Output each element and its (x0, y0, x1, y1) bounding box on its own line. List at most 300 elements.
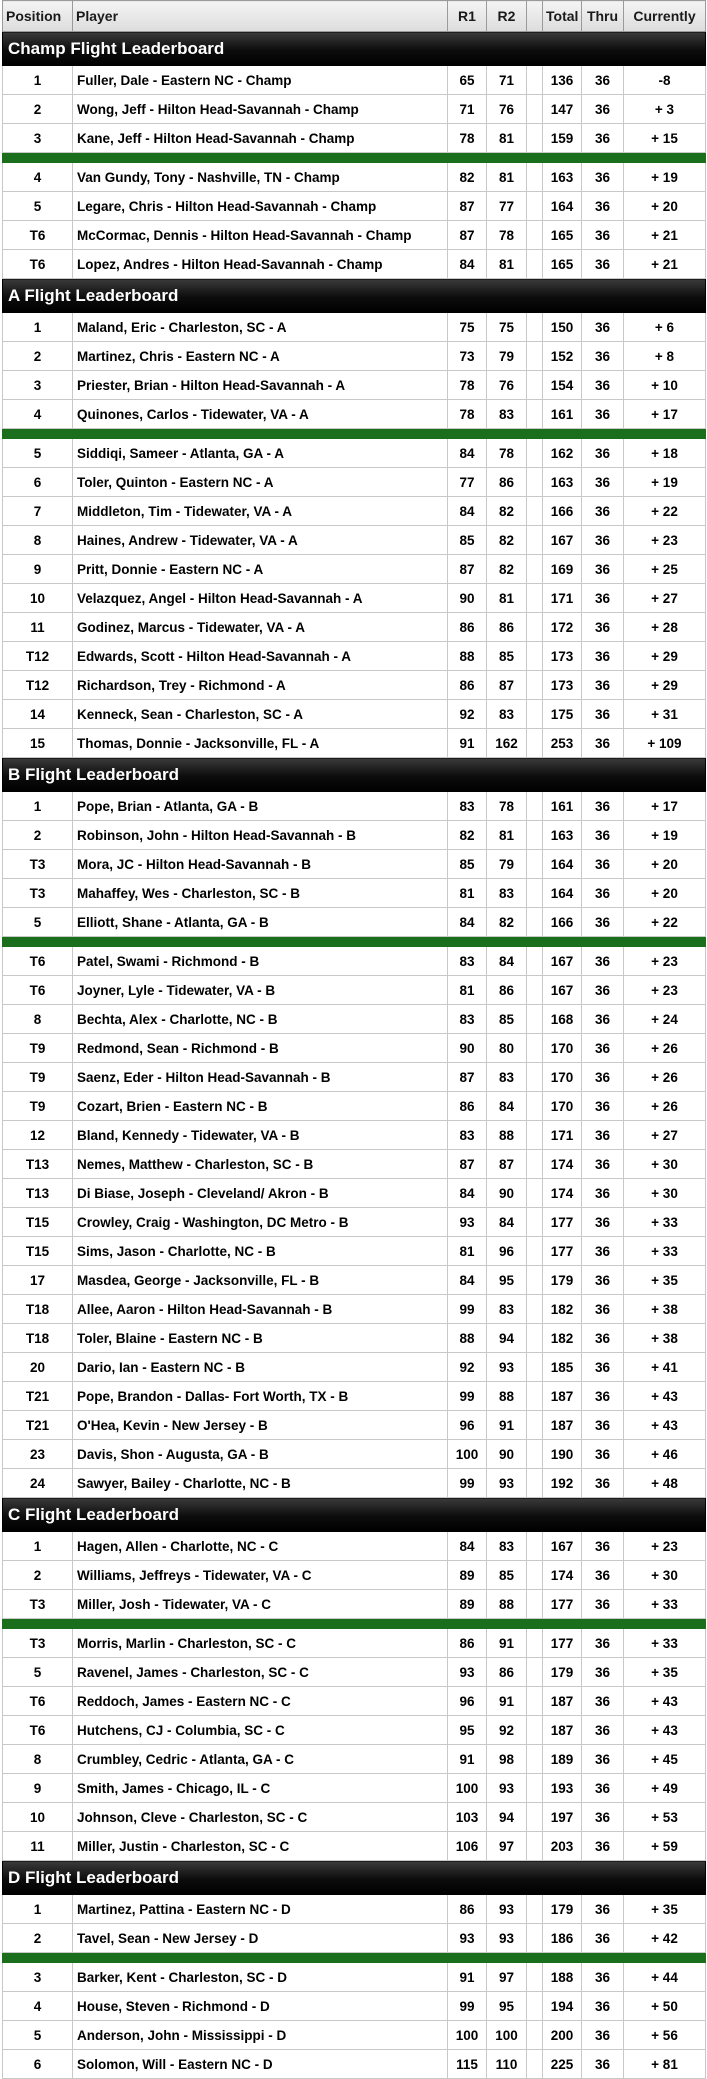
position-cell: 2 (3, 821, 73, 850)
total-cell: 193 (543, 1774, 582, 1803)
currently-cell: + 42 (624, 1924, 706, 1953)
currently-cell: + 27 (624, 1121, 706, 1150)
currently-cell: + 81 (624, 2050, 706, 2079)
blank-cell (527, 976, 543, 1005)
blank-cell (527, 850, 543, 879)
table-row (3, 313, 706, 342)
r1-cell: 83 (448, 947, 487, 976)
player-cell[interactable]: Ravenel, James - Charleston, SC - C (73, 1658, 448, 1687)
blank-cell (527, 1629, 543, 1658)
thru-cell: 36 (582, 642, 624, 671)
r1-cell: 90 (448, 584, 487, 613)
position-cell: T6 (3, 221, 73, 250)
total-cell: 197 (543, 1803, 582, 1832)
player-cell[interactable]: Crowley, Craig - Washington, DC Metro - B (73, 1208, 448, 1237)
r2-cell: 94 (487, 1324, 527, 1353)
table-row (3, 192, 706, 221)
thru-cell: 36 (582, 1092, 624, 1121)
r2-cell: 84 (487, 947, 527, 976)
r2-cell: 91 (487, 1687, 527, 1716)
r1-cell: 77 (448, 468, 487, 497)
position-cell: T9 (3, 1063, 73, 1092)
r2-cell: 85 (487, 642, 527, 671)
player-cell[interactable]: Crumbley, Cedric - Atlanta, GA - C (73, 1745, 448, 1774)
total-cell: 154 (543, 371, 582, 400)
thru-cell: 36 (582, 1237, 624, 1266)
player-cell[interactable]: Solomon, Will - Eastern NC - D (73, 2050, 448, 2079)
player-cell[interactable]: Martinez, Chris - Eastern NC - A (73, 342, 448, 371)
player-cell[interactable]: Velazquez, Angel - Hilton Head-Savannah - A (73, 584, 448, 613)
player-cell[interactable]: Priester, Brian - Hilton Head-Savannah - A (73, 371, 448, 400)
position-cell: 23 (3, 1440, 73, 1469)
r1-cell: 78 (448, 124, 487, 153)
currently-cell: + 45 (624, 1745, 706, 1774)
total-cell: 187 (543, 1411, 582, 1440)
thru-cell: 36 (582, 342, 624, 371)
currently-cell: + 30 (624, 1179, 706, 1208)
currently-cell: + 50 (624, 1992, 706, 2021)
total-cell: 203 (543, 1832, 582, 1861)
currently-cell: + 26 (624, 1063, 706, 1092)
thru-cell: 36 (582, 947, 624, 976)
total-cell: 147 (543, 95, 582, 124)
currently-cell: + 48 (624, 1469, 706, 1498)
blank-cell (527, 1121, 543, 1150)
r1-cell: 82 (448, 163, 487, 192)
total-cell: 172 (543, 613, 582, 642)
player-cell[interactable]: Tavel, Sean - New Jersey - D (73, 1924, 448, 1953)
player-cell[interactable]: Cozart, Brien - Eastern NC - B (73, 1092, 448, 1121)
thru-cell: 36 (582, 497, 624, 526)
r1-cell: 85 (448, 526, 487, 555)
thru-cell: 36 (582, 1716, 624, 1745)
position-cell: 3 (3, 1963, 73, 1992)
r2-cell: 87 (487, 671, 527, 700)
blank-cell (527, 1687, 543, 1716)
player-cell[interactable]: Mora, JC - Hilton Head-Savannah - B (73, 850, 448, 879)
position-cell: T15 (3, 1208, 73, 1237)
r2-cell: 82 (487, 908, 527, 937)
thru-cell: 36 (582, 1005, 624, 1034)
r2-cell: 86 (487, 1658, 527, 1687)
table-row (3, 66, 706, 95)
table-row (3, 1237, 706, 1266)
currently-header[interactable]: Currently (624, 1, 706, 32)
total-cell: 174 (543, 1179, 582, 1208)
r2-cell: 100 (487, 2021, 527, 2050)
blank-cell (527, 1895, 543, 1924)
table-row (3, 1895, 706, 1924)
player-cell[interactable]: Robinson, John - Hilton Head-Savannah - B (73, 821, 448, 850)
blank-cell (527, 221, 543, 250)
position-cell: 5 (3, 1658, 73, 1687)
total-cell: 185 (543, 1353, 582, 1382)
player-cell[interactable]: Toler, Quinton - Eastern NC - A (73, 468, 448, 497)
player-cell[interactable]: Sims, Jason - Charlotte, NC - B (73, 1237, 448, 1266)
currently-cell: + 43 (624, 1687, 706, 1716)
player-cell[interactable]: Reddoch, James - Eastern NC - C (73, 1687, 448, 1716)
currently-cell: + 35 (624, 1658, 706, 1687)
r2-cell: 88 (487, 1382, 527, 1411)
position-cell: 9 (3, 1774, 73, 1803)
currently-cell: + 20 (624, 850, 706, 879)
blank-cell (527, 1034, 543, 1063)
r2-cell: 81 (487, 163, 527, 192)
position-cell: T6 (3, 250, 73, 279)
blank-cell (527, 371, 543, 400)
r1-cell: 87 (448, 192, 487, 221)
table-row (3, 1745, 706, 1774)
position-cell: T21 (3, 1382, 73, 1411)
blank-header (527, 1, 543, 32)
flight-title: D Flight Leaderboard (3, 1861, 706, 1895)
thru-cell: 36 (582, 526, 624, 555)
player-cell[interactable]: Pope, Brandon - Dallas- Fort Worth, TX - B (73, 1382, 448, 1411)
flight-header-row (3, 1498, 706, 1532)
r2-cell: 93 (487, 1924, 527, 1953)
thru-cell: 36 (582, 879, 624, 908)
player-cell[interactable]: Sawyer, Bailey - Charlotte, NC - B (73, 1469, 448, 1498)
position-cell: 11 (3, 1832, 73, 1861)
player-cell[interactable]: Allee, Aaron - Hilton Head-Savannah - B (73, 1295, 448, 1324)
currently-cell: + 23 (624, 526, 706, 555)
r1-cell: 91 (448, 1745, 487, 1774)
r2-cell: 90 (487, 1440, 527, 1469)
player-cell[interactable]: Siddiqi, Sameer - Atlanta, GA - A (73, 439, 448, 468)
r1-cell: 86 (448, 613, 487, 642)
player-cell[interactable]: Quinones, Carlos - Tidewater, VA - A (73, 400, 448, 429)
position-cell: T6 (3, 1687, 73, 1716)
blank-cell (527, 1179, 543, 1208)
player-cell[interactable]: Martinez, Pattina - Eastern NC - D (73, 1895, 448, 1924)
r1-cell: 89 (448, 1590, 487, 1619)
blank-cell (527, 497, 543, 526)
table-row (3, 1411, 706, 1440)
position-cell: 10 (3, 584, 73, 613)
position-cell: 5 (3, 2021, 73, 2050)
thru-header[interactable]: Thru (582, 1, 624, 32)
r1-cell: 84 (448, 250, 487, 279)
table-row (3, 1266, 706, 1295)
position-cell: 4 (3, 400, 73, 429)
player-cell[interactable]: Pritt, Donnie - Eastern NC - A (73, 555, 448, 584)
table-row (3, 729, 706, 758)
thru-cell: 36 (582, 1063, 624, 1092)
player-cell[interactable]: Hagen, Allen - Charlotte, NC - C (73, 1532, 448, 1561)
table-row (3, 468, 706, 497)
player-cell[interactable]: Bland, Kennedy - Tidewater, VA - B (73, 1121, 448, 1150)
blank-cell (527, 1716, 543, 1745)
table-row (3, 1353, 706, 1382)
player-cell[interactable]: Hutchens, CJ - Columbia, SC - C (73, 1716, 448, 1745)
blank-cell (527, 1532, 543, 1561)
player-cell[interactable]: Thomas, Donnie - Jacksonville, FL - A (73, 729, 448, 758)
total-cell: 165 (543, 250, 582, 279)
table-row (3, 671, 706, 700)
thru-cell: 36 (582, 729, 624, 758)
total-cell: 161 (543, 400, 582, 429)
r1-cell: 93 (448, 1658, 487, 1687)
player-cell[interactable]: O'Hea, Kevin - New Jersey - B (73, 1411, 448, 1440)
player-cell[interactable]: Barker, Kent - Charleston, SC - D (73, 1963, 448, 1992)
player-cell[interactable]: McCormac, Dennis - Hilton Head-Savannah - Champ (73, 221, 448, 250)
total-cell: 179 (543, 1658, 582, 1687)
r1-cell: 99 (448, 1295, 487, 1324)
flight-title: B Flight Leaderboard (3, 758, 706, 792)
player-cell[interactable]: Kane, Jeff - Hilton Head-Savannah - Champ (73, 124, 448, 153)
blank-cell (527, 439, 543, 468)
position-cell: 20 (3, 1353, 73, 1382)
blank-cell (527, 642, 543, 671)
currently-cell: + 29 (624, 642, 706, 671)
player-cell[interactable]: Smith, James - Chicago, IL - C (73, 1774, 448, 1803)
thru-cell: 36 (582, 1150, 624, 1179)
player-cell[interactable]: Masdea, George - Jacksonville, FL - B (73, 1266, 448, 1295)
cut-line-divider (3, 153, 706, 163)
currently-cell: + 56 (624, 2021, 706, 2050)
blank-cell (527, 555, 543, 584)
total-header[interactable]: Total (543, 1, 582, 32)
position-cell: 5 (3, 908, 73, 937)
player-cell[interactable]: Dario, Ian - Eastern NC - B (73, 1353, 448, 1382)
player-cell[interactable]: Richardson, Trey - Richmond - A (73, 671, 448, 700)
player-cell[interactable]: Bechta, Alex - Charlotte, NC - B (73, 1005, 448, 1034)
r1-cell: 100 (448, 1440, 487, 1469)
r2-cell: 96 (487, 1237, 527, 1266)
player-cell[interactable]: House, Steven - Richmond - D (73, 1992, 448, 2021)
table-row (3, 1208, 706, 1237)
table-row (3, 2021, 706, 2050)
total-cell: 168 (543, 1005, 582, 1034)
position-cell: 2 (3, 95, 73, 124)
blank-cell (527, 250, 543, 279)
blank-cell (527, 1411, 543, 1440)
currently-cell: + 109 (624, 729, 706, 758)
r1-cell: 75 (448, 313, 487, 342)
r1-cell: 81 (448, 976, 487, 1005)
thru-cell: 36 (582, 821, 624, 850)
total-cell: 161 (543, 792, 582, 821)
player-cell[interactable]: Pope, Brian - Atlanta, GA - B (73, 792, 448, 821)
r1-cell: 81 (448, 1237, 487, 1266)
currently-cell: + 8 (624, 342, 706, 371)
flight-title: Champ Flight Leaderboard (3, 32, 706, 66)
total-cell: 170 (543, 1092, 582, 1121)
blank-cell (527, 792, 543, 821)
blank-cell (527, 613, 543, 642)
r2-cell: 79 (487, 850, 527, 879)
thru-cell: 36 (582, 1832, 624, 1861)
table-row (3, 1005, 706, 1034)
player-cell[interactable]: Van Gundy, Tony - Nashville, TN - Champ (73, 163, 448, 192)
position-cell: T18 (3, 1324, 73, 1353)
thru-cell: 36 (582, 1295, 624, 1324)
thru-cell: 36 (582, 908, 624, 937)
currently-cell: + 21 (624, 250, 706, 279)
player-cell[interactable]: Kenneck, Sean - Charleston, SC - A (73, 700, 448, 729)
r1-header[interactable]: R1 (448, 1, 487, 32)
total-cell: 187 (543, 1716, 582, 1745)
currently-cell: + 33 (624, 1237, 706, 1266)
player-cell[interactable]: Middleton, Tim - Tidewater, VA - A (73, 497, 448, 526)
player-cell[interactable]: Wong, Jeff - Hilton Head-Savannah - Champ (73, 95, 448, 124)
r1-cell: 103 (448, 1803, 487, 1832)
r1-cell: 99 (448, 1992, 487, 2021)
table-row (3, 342, 706, 371)
blank-cell (527, 313, 543, 342)
player-cell[interactable]: Lopez, Andres - Hilton Head-Savannah - Champ (73, 250, 448, 279)
player-cell[interactable]: Joyner, Lyle - Tidewater, VA - B (73, 976, 448, 1005)
player-cell[interactable]: Miller, Josh - Tidewater, VA - C (73, 1590, 448, 1619)
r1-cell: 78 (448, 400, 487, 429)
blank-cell (527, 1266, 543, 1295)
r1-cell: 89 (448, 1561, 487, 1590)
table-row (3, 400, 706, 429)
player-cell[interactable]: Di Biase, Joseph - Cleveland/ Akron - B (73, 1179, 448, 1208)
currently-cell: + 28 (624, 613, 706, 642)
thru-cell: 36 (582, 1687, 624, 1716)
r2-cell: 78 (487, 439, 527, 468)
blank-cell (527, 908, 543, 937)
r2-cell: 81 (487, 250, 527, 279)
total-cell: 163 (543, 821, 582, 850)
player-cell[interactable]: Miller, Justin - Charleston, SC - C (73, 1832, 448, 1861)
position-cell: 8 (3, 1005, 73, 1034)
position-cell: 4 (3, 1992, 73, 2021)
position-cell: T12 (3, 671, 73, 700)
total-cell: 166 (543, 497, 582, 526)
position-cell: 10 (3, 1803, 73, 1832)
currently-cell: + 23 (624, 976, 706, 1005)
r2-cell: 82 (487, 526, 527, 555)
r2-cell: 83 (487, 1532, 527, 1561)
player-cell[interactable]: Elliott, Shane - Atlanta, GA - B (73, 908, 448, 937)
player-header[interactable]: Player (73, 1, 448, 32)
r2-cell: 95 (487, 1992, 527, 2021)
thru-cell: 36 (582, 792, 624, 821)
position-cell: T3 (3, 850, 73, 879)
blank-cell (527, 1774, 543, 1803)
position-header[interactable]: Position (3, 1, 73, 32)
r2-cell: 81 (487, 821, 527, 850)
thru-cell: 36 (582, 1658, 624, 1687)
r2-cell: 91 (487, 1629, 527, 1658)
thru-cell: 36 (582, 1895, 624, 1924)
player-cell[interactable]: Anderson, John - Mississippi - D (73, 2021, 448, 2050)
currently-cell: -8 (624, 66, 706, 95)
player-cell[interactable]: Edwards, Scott - Hilton Head-Savannah - A (73, 642, 448, 671)
table-row (3, 1658, 706, 1687)
position-cell: 2 (3, 1924, 73, 1953)
thru-cell: 36 (582, 313, 624, 342)
player-cell[interactable]: Mahaffey, Wes - Charleston, SC - B (73, 879, 448, 908)
blank-cell (527, 1440, 543, 1469)
player-cell[interactable]: Godinez, Marcus - Tidewater, VA - A (73, 613, 448, 642)
r1-cell: 78 (448, 371, 487, 400)
player-cell[interactable]: Saenz, Eder - Hilton Head-Savannah - B (73, 1063, 448, 1092)
total-cell: 200 (543, 2021, 582, 2050)
r2-cell: 77 (487, 192, 527, 221)
player-cell[interactable]: Davis, Shon - Augusta, GA - B (73, 1440, 448, 1469)
table-row (3, 2050, 706, 2079)
r2-cell: 81 (487, 584, 527, 613)
currently-cell: + 41 (624, 1353, 706, 1382)
player-cell[interactable]: Fuller, Dale - Eastern NC - Champ (73, 66, 448, 95)
player-cell[interactable]: Toler, Blaine - Eastern NC - B (73, 1324, 448, 1353)
player-cell[interactable]: Williams, Jeffreys - Tidewater, VA - C (73, 1561, 448, 1590)
currently-cell: + 22 (624, 497, 706, 526)
currently-cell: + 53 (624, 1803, 706, 1832)
player-cell[interactable]: Redmond, Sean - Richmond - B (73, 1034, 448, 1063)
table-row (3, 1324, 706, 1353)
table-row (3, 371, 706, 400)
blank-cell (527, 1590, 543, 1619)
player-cell[interactable]: Nemes, Matthew - Charleston, SC - B (73, 1150, 448, 1179)
table-row (3, 584, 706, 613)
position-cell: T13 (3, 1179, 73, 1208)
table-row (3, 821, 706, 850)
r1-cell: 86 (448, 1092, 487, 1121)
table-row (3, 1063, 706, 1092)
table-row (3, 908, 706, 937)
blank-cell (527, 1658, 543, 1687)
currently-cell: + 27 (624, 584, 706, 613)
currently-cell: + 30 (624, 1561, 706, 1590)
player-cell[interactable]: Johnson, Cleve - Charleston, SC - C (73, 1803, 448, 1832)
thru-cell: 36 (582, 1382, 624, 1411)
total-cell: 136 (543, 66, 582, 95)
currently-cell: + 20 (624, 879, 706, 908)
currently-cell: + 23 (624, 1532, 706, 1561)
total-cell: 167 (543, 526, 582, 555)
r1-cell: 83 (448, 1005, 487, 1034)
table-row (3, 976, 706, 1005)
r2-header[interactable]: R2 (487, 1, 527, 32)
currently-cell: + 20 (624, 192, 706, 221)
currently-cell: + 43 (624, 1411, 706, 1440)
thru-cell: 36 (582, 850, 624, 879)
r2-cell: 85 (487, 1005, 527, 1034)
table-row (3, 1832, 706, 1861)
player-cell[interactable]: Morris, Marlin - Charleston, SC - C (73, 1629, 448, 1658)
player-cell[interactable]: Maland, Eric - Charleston, SC - A (73, 313, 448, 342)
blank-cell (527, 1150, 543, 1179)
r2-cell: 97 (487, 1832, 527, 1861)
currently-cell: + 46 (624, 1440, 706, 1469)
r2-cell: 88 (487, 1121, 527, 1150)
blank-cell (527, 729, 543, 758)
r1-cell: 83 (448, 1121, 487, 1150)
table-row (3, 879, 706, 908)
currently-cell: + 35 (624, 1266, 706, 1295)
r1-cell: 87 (448, 221, 487, 250)
player-cell[interactable]: Haines, Andrew - Tidewater, VA - A (73, 526, 448, 555)
r2-cell: 79 (487, 342, 527, 371)
table-row (3, 1179, 706, 1208)
total-cell: 177 (543, 1208, 582, 1237)
position-cell: 7 (3, 497, 73, 526)
thru-cell: 36 (582, 1469, 624, 1498)
player-cell[interactable]: Patel, Swami - Richmond - B (73, 947, 448, 976)
thru-cell: 36 (582, 1266, 624, 1295)
player-cell[interactable]: Legare, Chris - Hilton Head-Savannah - Champ (73, 192, 448, 221)
thru-cell: 36 (582, 613, 624, 642)
table-row (3, 642, 706, 671)
currently-cell: + 59 (624, 1832, 706, 1861)
total-cell: 169 (543, 555, 582, 584)
total-cell: 152 (543, 342, 582, 371)
r2-cell: 78 (487, 221, 527, 250)
